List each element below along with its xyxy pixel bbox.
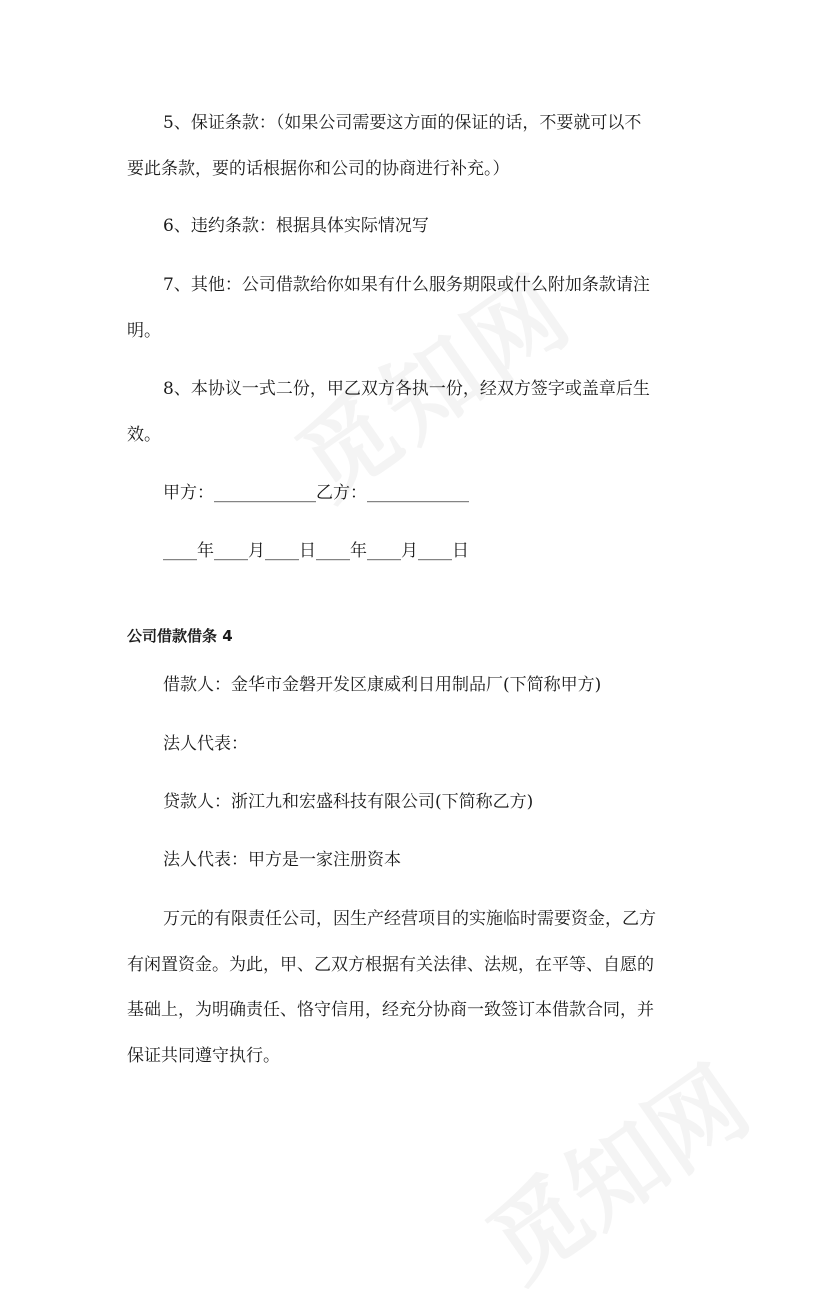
watermark-bottom <box>457 1030 771 1307</box>
borrower-line: 借款人：金华市金磐开发区康威利日用制品厂(下简称甲方) <box>163 675 602 695</box>
body-line-1: 万元的有限责任公司，因生产经营项目的实施临时需要资金，乙方 <box>163 909 656 929</box>
watermark <box>266 264 594 577</box>
clause-8-line-2: 效。 <box>127 425 161 445</box>
section-title: 公司借款借条 4 <box>127 627 233 645</box>
clause-5-line-2: 要此条款，要的话根据你和公司的协商进行补充。） <box>127 159 510 179</box>
body-line-3: 基础上，为明确责任、恪守信用，经充分协商一致签订本借款合同，并 <box>127 1000 654 1020</box>
date-line: ____年____月____日____年____月____日 <box>163 541 469 561</box>
clause-6-line-1: 6、违约条款：根据具体实际情况写 <box>163 216 429 236</box>
clause-7-line-1: 7、其他：公司借款给你如果有什么服务期限或什么附加条款请注 <box>163 275 650 295</box>
lender-rep-line: 法人代表：甲方是一家注册资本 <box>163 850 401 870</box>
body-line-2: 有闲置资金。为此，甲、乙双方根据有关法律、法规，在平等、自愿的 <box>127 955 654 975</box>
clause-8-line-1: 8、本协议一式二份，甲乙双方各执一份，经双方签字或盖章后生 <box>163 379 650 399</box>
clause-7-line-2: 明。 <box>127 321 161 341</box>
borrower-rep-line: 法人代表： <box>163 734 248 754</box>
clause-5-line-1: 5、保证条款：（如果公司需要这方面的保证的话，不要就可以不 <box>163 113 642 133</box>
lender-line: 贷款人：浙江九和宏盛科技有限公司(下简称乙方) <box>163 792 534 812</box>
signature-line: 甲方：____________乙方：____________ <box>163 483 469 503</box>
body-line-4: 保证共同遵守执行。 <box>127 1046 280 1066</box>
